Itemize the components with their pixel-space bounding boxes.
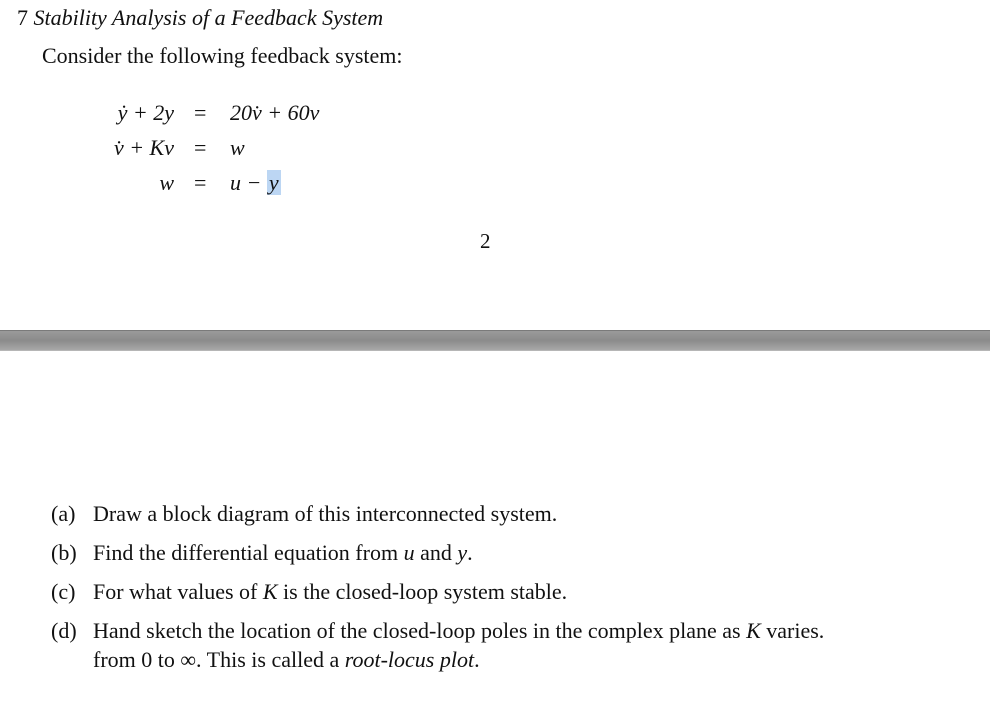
- equation-equals: =: [194, 170, 207, 195]
- question-text-part: .: [467, 540, 473, 565]
- intro-text: Consider the following feedback system:: [42, 43, 403, 68]
- equation-equals: =: [194, 100, 207, 125]
- equation-rhs: w: [230, 135, 245, 160]
- question-text: [93, 577, 971, 606]
- equation-rhs: 20v̇ + 60v: [230, 100, 320, 125]
- question-label: (a): [51, 501, 76, 526]
- document-page-upper: [0, 0, 990, 330]
- variable-k: K: [262, 579, 278, 604]
- question-label: (c): [51, 579, 76, 604]
- question-text: [93, 616, 971, 674]
- question-text: [93, 538, 971, 567]
- equation-lhs: w: [159, 170, 174, 195]
- question-label: (d): [51, 618, 77, 643]
- equation-lhs: ẏ + 2y: [117, 100, 174, 125]
- page-number: 2: [480, 229, 491, 253]
- equation-rhs-part: u −: [230, 170, 262, 195]
- section-heading: [17, 5, 383, 31]
- equation-rhs: [230, 170, 281, 196]
- equation-row-2: [0, 135, 990, 165]
- equation-lhs: v̇ + Kv: [113, 135, 174, 160]
- question-text-part: Find the differential equation from: [93, 540, 404, 565]
- variable-u: u: [403, 540, 415, 565]
- variable-k: K: [746, 618, 761, 643]
- equation-row-3: [0, 170, 990, 200]
- question-text-part: For what values of: [93, 579, 263, 604]
- question-text-part: Hand sketch the location of the closed-loop poles in the complex plane as: [93, 618, 747, 643]
- question-text-part: varies.: [760, 618, 825, 643]
- page-break-divider: [0, 330, 990, 351]
- equation-equals: =: [194, 135, 207, 160]
- root-locus-term: root-locus plot: [344, 647, 475, 672]
- question-text: Draw a block diagram of this interconnected system.: [93, 501, 558, 526]
- question-label: (b): [51, 540, 77, 565]
- equation-row-1: [0, 100, 990, 130]
- question-text-part: and: [414, 540, 458, 565]
- variable-y: y: [457, 540, 468, 565]
- document-page-lower: [0, 351, 990, 716]
- section-title: Stability Analysis of a Feedback System: [33, 5, 384, 30]
- section-number: 7: [17, 5, 28, 30]
- question-text-part: from 0 to ∞. This is called a: [93, 647, 345, 672]
- question-text-part: is the closed-loop system stable.: [277, 579, 568, 604]
- question-text-part: .: [474, 647, 480, 672]
- selected-text-highlight[interactable]: y: [268, 170, 279, 195]
